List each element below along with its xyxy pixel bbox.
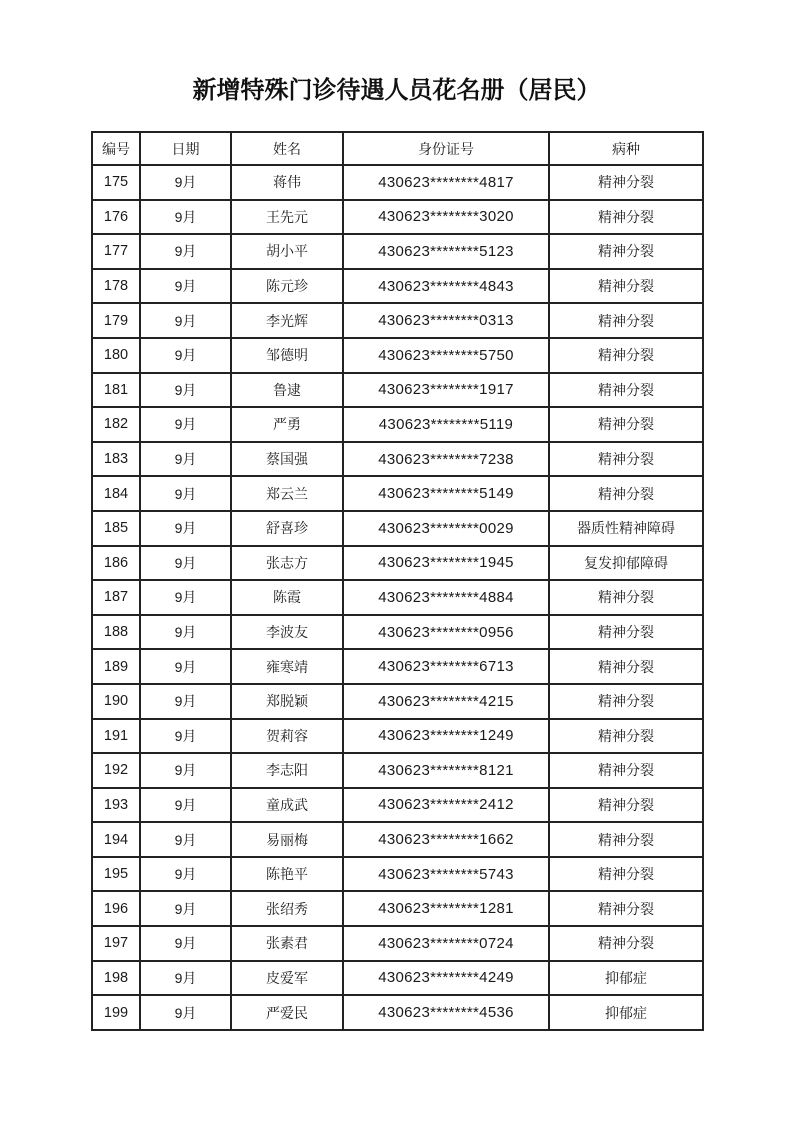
table-row: [92, 407, 703, 442]
cell-no: 182: [92, 407, 140, 442]
cell-date: 9月: [140, 961, 231, 996]
cell-date: 9月: [140, 165, 231, 200]
table-row: [92, 373, 703, 408]
cell-date: 9月: [140, 857, 231, 892]
roster-table: [91, 131, 704, 1031]
cell-id_number: 430623********1945: [343, 546, 549, 581]
cell-disease: 精神分裂: [549, 753, 703, 788]
table-row: [92, 788, 703, 823]
cell-disease: 精神分裂: [549, 719, 703, 754]
cell-no: 176: [92, 200, 140, 235]
table-row: [92, 511, 703, 546]
cell-name: 舒喜珍: [231, 511, 343, 546]
table-row: [92, 269, 703, 304]
column-header-id_number: 身份证号: [343, 132, 549, 165]
cell-id_number: 430623********7238: [343, 442, 549, 477]
cell-disease: 精神分裂: [549, 891, 703, 926]
cell-disease: 精神分裂: [549, 476, 703, 511]
cell-date: 9月: [140, 338, 231, 373]
cell-id_number: 430623********0956: [343, 615, 549, 650]
cell-disease: 精神分裂: [549, 234, 703, 269]
table-header-row: [92, 132, 703, 165]
cell-date: 9月: [140, 407, 231, 442]
cell-no: 175: [92, 165, 140, 200]
cell-date: 9月: [140, 788, 231, 823]
cell-no: 181: [92, 373, 140, 408]
cell-disease: 精神分裂: [549, 684, 703, 719]
cell-date: 9月: [140, 511, 231, 546]
cell-name: 蔡国强: [231, 442, 343, 477]
table-row: [92, 442, 703, 477]
cell-no: 186: [92, 546, 140, 581]
cell-name: 张绍秀: [231, 891, 343, 926]
cell-date: 9月: [140, 373, 231, 408]
cell-disease: 精神分裂: [549, 269, 703, 304]
cell-disease: 精神分裂: [549, 407, 703, 442]
cell-id_number: 430623********4249: [343, 961, 549, 996]
cell-disease: 精神分裂: [549, 200, 703, 235]
cell-no: 197: [92, 926, 140, 961]
table-row: [92, 200, 703, 235]
cell-id_number: 430623********5750: [343, 338, 549, 373]
cell-name: 王先元: [231, 200, 343, 235]
cell-date: 9月: [140, 269, 231, 304]
cell-name: 李志阳: [231, 753, 343, 788]
cell-id_number: 430623********0313: [343, 303, 549, 338]
cell-id_number: 430623********3020: [343, 200, 549, 235]
cell-id_number: 430623********1249: [343, 719, 549, 754]
cell-name: 邹德明: [231, 338, 343, 373]
cell-no: 189: [92, 649, 140, 684]
cell-date: 9月: [140, 476, 231, 511]
cell-id_number: 430623********2412: [343, 788, 549, 823]
page-title: 新增特殊门诊待遇人员花名册（居民）: [192, 78, 601, 104]
table-row: [92, 165, 703, 200]
cell-no: 190: [92, 684, 140, 719]
cell-date: 9月: [140, 684, 231, 719]
cell-name: 蒋伟: [231, 165, 343, 200]
cell-no: 184: [92, 476, 140, 511]
document-page: [91, 0, 702, 1031]
cell-date: 9月: [140, 753, 231, 788]
table-row: [92, 615, 703, 650]
cell-id_number: 430623********4884: [343, 580, 549, 615]
cell-date: 9月: [140, 649, 231, 684]
cell-disease: 精神分裂: [549, 338, 703, 373]
cell-no: 180: [92, 338, 140, 373]
table-row: [92, 684, 703, 719]
cell-name: 严爱民: [231, 995, 343, 1030]
table-row: [92, 719, 703, 754]
cell-disease: 精神分裂: [549, 442, 703, 477]
cell-no: 194: [92, 822, 140, 857]
cell-no: 199: [92, 995, 140, 1030]
table-row: [92, 822, 703, 857]
cell-name: 陈艳平: [231, 857, 343, 892]
column-header-name: 姓名: [231, 132, 343, 165]
cell-disease: 精神分裂: [549, 926, 703, 961]
cell-no: 188: [92, 615, 140, 650]
cell-date: 9月: [140, 442, 231, 477]
cell-date: 9月: [140, 200, 231, 235]
column-header-no: 编号: [92, 132, 140, 165]
cell-id_number: 430623********1917: [343, 373, 549, 408]
cell-no: 191: [92, 719, 140, 754]
cell-date: 9月: [140, 615, 231, 650]
cell-disease: 精神分裂: [549, 857, 703, 892]
table-row: [92, 546, 703, 581]
cell-disease: 复发抑郁障碍: [549, 546, 703, 581]
cell-disease: 器质性精神障碍: [549, 511, 703, 546]
cell-date: 9月: [140, 546, 231, 581]
column-header-date: 日期: [140, 132, 231, 165]
table-row: [92, 476, 703, 511]
cell-disease: 精神分裂: [549, 373, 703, 408]
table-row: [92, 338, 703, 373]
cell-no: 196: [92, 891, 140, 926]
cell-name: 鲁逮: [231, 373, 343, 408]
table-row: [92, 303, 703, 338]
cell-disease: 抑郁症: [549, 995, 703, 1030]
cell-name: 李波友: [231, 615, 343, 650]
cell-disease: 精神分裂: [549, 788, 703, 823]
cell-no: 183: [92, 442, 140, 477]
cell-disease: 精神分裂: [549, 580, 703, 615]
table-row: [92, 995, 703, 1030]
cell-no: 192: [92, 753, 140, 788]
cell-name: 郑云兰: [231, 476, 343, 511]
cell-name: 陈元珍: [231, 269, 343, 304]
cell-date: 9月: [140, 891, 231, 926]
cell-name: 童成武: [231, 788, 343, 823]
table-row: [92, 649, 703, 684]
cell-id_number: 430623********5743: [343, 857, 549, 892]
cell-name: 皮爱军: [231, 961, 343, 996]
cell-id_number: 430623********1662: [343, 822, 549, 857]
cell-no: 187: [92, 580, 140, 615]
cell-disease: 精神分裂: [549, 615, 703, 650]
cell-no: 177: [92, 234, 140, 269]
cell-name: 雍寒靖: [231, 649, 343, 684]
cell-date: 9月: [140, 995, 231, 1030]
cell-name: 贺莉容: [231, 719, 343, 754]
table-body: [92, 165, 703, 1030]
table-row: [92, 891, 703, 926]
cell-no: 185: [92, 511, 140, 546]
cell-no: 195: [92, 857, 140, 892]
cell-name: 易丽梅: [231, 822, 343, 857]
cell-name: 陈霞: [231, 580, 343, 615]
cell-name: 张素君: [231, 926, 343, 961]
cell-disease: 精神分裂: [549, 165, 703, 200]
cell-name: 郑脱颖: [231, 684, 343, 719]
cell-disease: 精神分裂: [549, 303, 703, 338]
cell-id_number: 430623********4843: [343, 269, 549, 304]
table-row: [92, 857, 703, 892]
cell-id_number: 430623********5123: [343, 234, 549, 269]
cell-disease: 精神分裂: [549, 822, 703, 857]
cell-name: 胡小平: [231, 234, 343, 269]
cell-date: 9月: [140, 234, 231, 269]
cell-date: 9月: [140, 822, 231, 857]
table-row: [92, 753, 703, 788]
column-header-disease: 病种: [549, 132, 703, 165]
cell-name: 张志方: [231, 546, 343, 581]
cell-name: 严勇: [231, 407, 343, 442]
table-row: [92, 926, 703, 961]
cell-id_number: 430623********0724: [343, 926, 549, 961]
cell-date: 9月: [140, 303, 231, 338]
cell-id_number: 430623********5149: [343, 476, 549, 511]
cell-id_number: 430623********5119: [343, 407, 549, 442]
cell-disease: 精神分裂: [549, 649, 703, 684]
cell-id_number: 430623********4215: [343, 684, 549, 719]
cell-no: 193: [92, 788, 140, 823]
cell-id_number: 430623********4536: [343, 995, 549, 1030]
cell-id_number: 430623********1281: [343, 891, 549, 926]
cell-id_number: 430623********4817: [343, 165, 549, 200]
cell-id_number: 430623********0029: [343, 511, 549, 546]
table-row: [92, 580, 703, 615]
cell-date: 9月: [140, 926, 231, 961]
cell-no: 198: [92, 961, 140, 996]
cell-disease: 抑郁症: [549, 961, 703, 996]
cell-date: 9月: [140, 719, 231, 754]
cell-name: 李光辉: [231, 303, 343, 338]
table-row: [92, 961, 703, 996]
cell-no: 178: [92, 269, 140, 304]
table-row: [92, 234, 703, 269]
cell-id_number: 430623********6713: [343, 649, 549, 684]
cell-no: 179: [92, 303, 140, 338]
cell-date: 9月: [140, 580, 231, 615]
cell-id_number: 430623********8121: [343, 753, 549, 788]
